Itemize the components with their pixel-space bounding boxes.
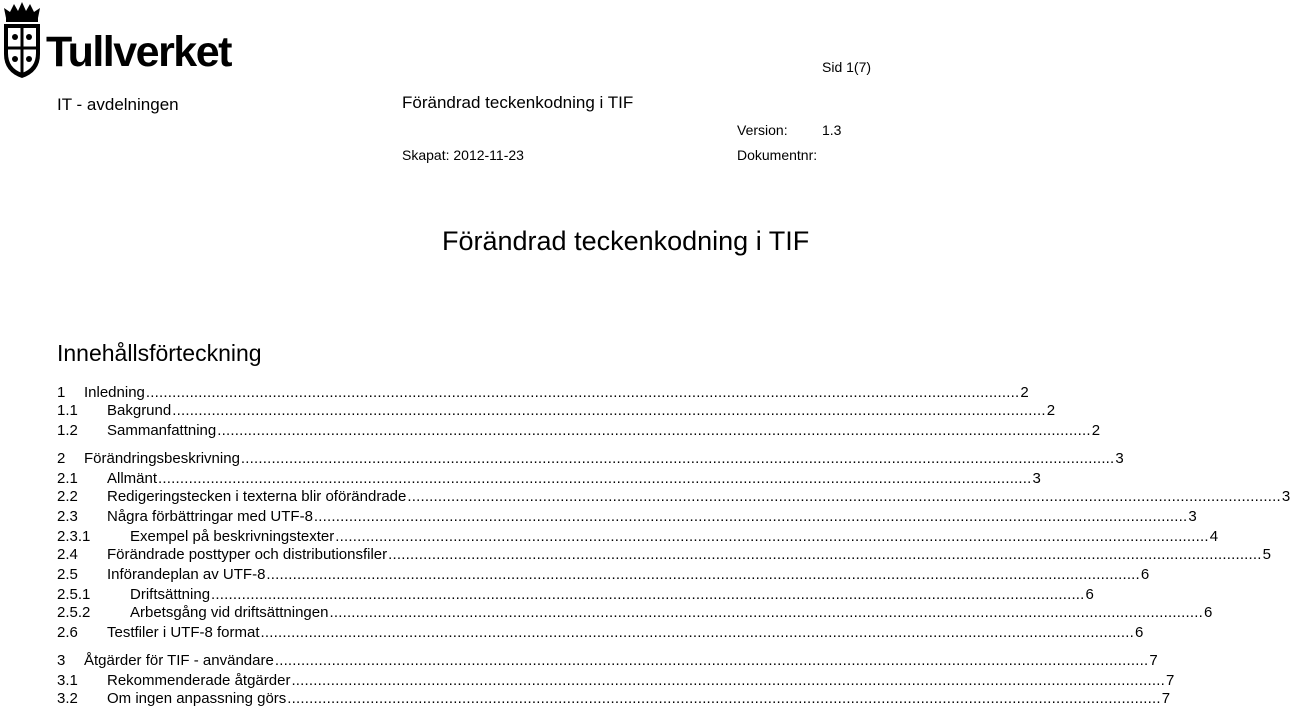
toc-entry-number: 3.1 [57,672,78,689]
toc-entry-page: 3 [1115,450,1124,467]
document-title: Förändrad teckenkodning i TIF [442,226,810,256]
toc-leader-dots: ........................................................................................................................................................................................................ [266,566,1140,583]
tullverket-logo [0,0,260,82]
toc-entry-number: 2.2 [57,488,78,505]
toc-entry-page: 7 [1165,672,1175,689]
toc-entry-title: Exempel på beskrivningstexter [130,528,335,545]
header-doc-title: Förändrad teckenkodning i TIF [402,93,634,112]
toc-entry[interactable] [57,586,1094,604]
toc-entry-number: 2.5.1 [57,586,91,603]
toc-entry-number: 2.4 [57,546,78,563]
toc-entry[interactable] [57,690,1171,708]
toc-leader-dots: ........................................................................................................................................................................................................ [274,652,1149,669]
toc-entry-number: 2.1 [57,470,78,487]
toc-entry[interactable] [57,624,1144,642]
toc-entry-page: 6 [1140,566,1150,583]
version-value: 1.3 [822,122,842,138]
toc-entry-number: 1 [57,384,66,401]
toc-entry-title: Inledning [84,384,145,401]
toc-entry-page: 3 [1188,508,1197,525]
brand-wordmark: Tullverket [46,28,231,76]
toc-entry[interactable] [57,422,1101,440]
toc-entry-page: 2 [1020,384,1029,401]
toc-entry-page: 3 [1032,470,1041,487]
toc-leader-dots: ........................................................................................................................................................................................................ [217,422,1091,439]
toc-entry[interactable] [57,652,1158,670]
toc-entry-title: Åtgärder för TIF - användare [84,652,274,669]
toc-entry-number: 1.1 [57,402,78,419]
toc-entry-page: 6 [1135,624,1144,641]
toc-entry[interactable] [57,528,1219,546]
toc-leader-dots: ........................................................................................................................................................................................................ [211,586,1085,603]
toc-entry-page: 4 [1209,528,1219,545]
toc-entry-number: 2.3 [57,508,78,525]
toc-leader-dots: ........................................................................................................................................................................................................ [158,470,1032,487]
toc-entry-page: 5 [1262,546,1271,563]
created-date: Skapat: 2012-11-23 [402,147,524,163]
toc-entry-title: Sammanfattning [107,422,217,439]
toc-entry[interactable] [57,566,1150,584]
toc-entry-title: Rekommenderade åtgärder [107,672,291,689]
toc-leader-dots: ........................................................................................................................................................................................................ [145,384,1020,401]
toc-entry-title: Allmänt [107,470,158,487]
toc-entry-page: 6 [1085,586,1094,603]
toc-entry-title: Driftsättning [130,586,211,603]
toc-entry-number: 2.6 [57,624,78,641]
toc-entry[interactable] [57,402,1056,420]
page-indicator: Sid 1(7) [822,59,872,75]
toc-entry[interactable] [57,450,1124,468]
toc-entry[interactable] [57,546,1271,564]
toc-leader-dots: ........................................................................................................................................................................................................ [240,450,1115,467]
toc-entry[interactable] [57,384,1029,402]
toc-leader-dots: ........................................................................................................................................................................................................ [407,488,1281,505]
toc-entry-title: Några förbättringar med UTF-8 [107,508,313,525]
toc-entry-page: 7 [1149,652,1158,669]
toc-entry-title: Förändrade posttyper och distributionsfiler [107,546,388,563]
toc-entry-title: Redigeringstecken i texterna blir oförändrade [107,488,407,505]
toc-entry-title: Testfiler i UTF-8 format [107,624,260,641]
toc-entry-title: Införandeplan av UTF-8 [107,566,266,583]
toc-entry-title: Om ingen anpassning görs [107,690,287,707]
toc-entry-number: 2.5 [57,566,78,583]
toc-leader-dots: ........................................................................................................................................................................................................ [335,528,1209,545]
toc-entry[interactable] [57,470,1041,488]
toc-leader-dots: ........................................................................................................................................................................................................ [388,546,1262,563]
toc-entry-number: 2.3.1 [57,528,91,545]
toc-leader-dots: ........................................................................................................................................................................................................ [329,604,1203,621]
toc-leader-dots: ........................................................................................................................................................................................................ [260,624,1135,641]
toc-leader-dots: ........................................................................................................................................................................................................ [291,672,1165,689]
toc-entry-number: 2.5.2 [57,604,91,621]
toc-entry-number: 3 [57,652,66,669]
toc-entry-title: Förändringsbeskrivning [84,450,240,467]
toc-entry[interactable] [57,604,1213,622]
toc-entry-number: 1.2 [57,422,78,439]
toc-entry[interactable] [57,488,1290,506]
crest-icon [0,0,44,80]
toc-entry-title: Arbetsgång vid driftsättningen [130,604,329,621]
toc-entry[interactable] [57,508,1197,526]
toc-heading: Innehållsförteckning [57,340,262,366]
toc-entry[interactable] [57,672,1175,690]
toc-leader-dots: ........................................................................................................................................................................................................ [313,508,1188,525]
toc-entry-page: 2 [1091,422,1101,439]
toc-leader-dots: ........................................................................................................................................................................................................ [172,402,1046,419]
toc-entry-title: Bakgrund [107,402,172,419]
toc-entry-page: 2 [1046,402,1056,419]
toc-entry-page: 3 [1281,488,1290,505]
docnr-label: Dokumentnr: [737,147,818,163]
department-label: IT - avdelningen [57,95,179,114]
version-label: Version: [737,122,788,138]
toc-entry-number: 3.2 [57,690,78,707]
toc-leader-dots: ........................................................................................................................................................................................................ [287,690,1161,707]
toc-entry-number: 2 [57,450,66,467]
toc-entry-page: 7 [1161,690,1171,707]
toc-entry-page: 6 [1203,604,1213,621]
